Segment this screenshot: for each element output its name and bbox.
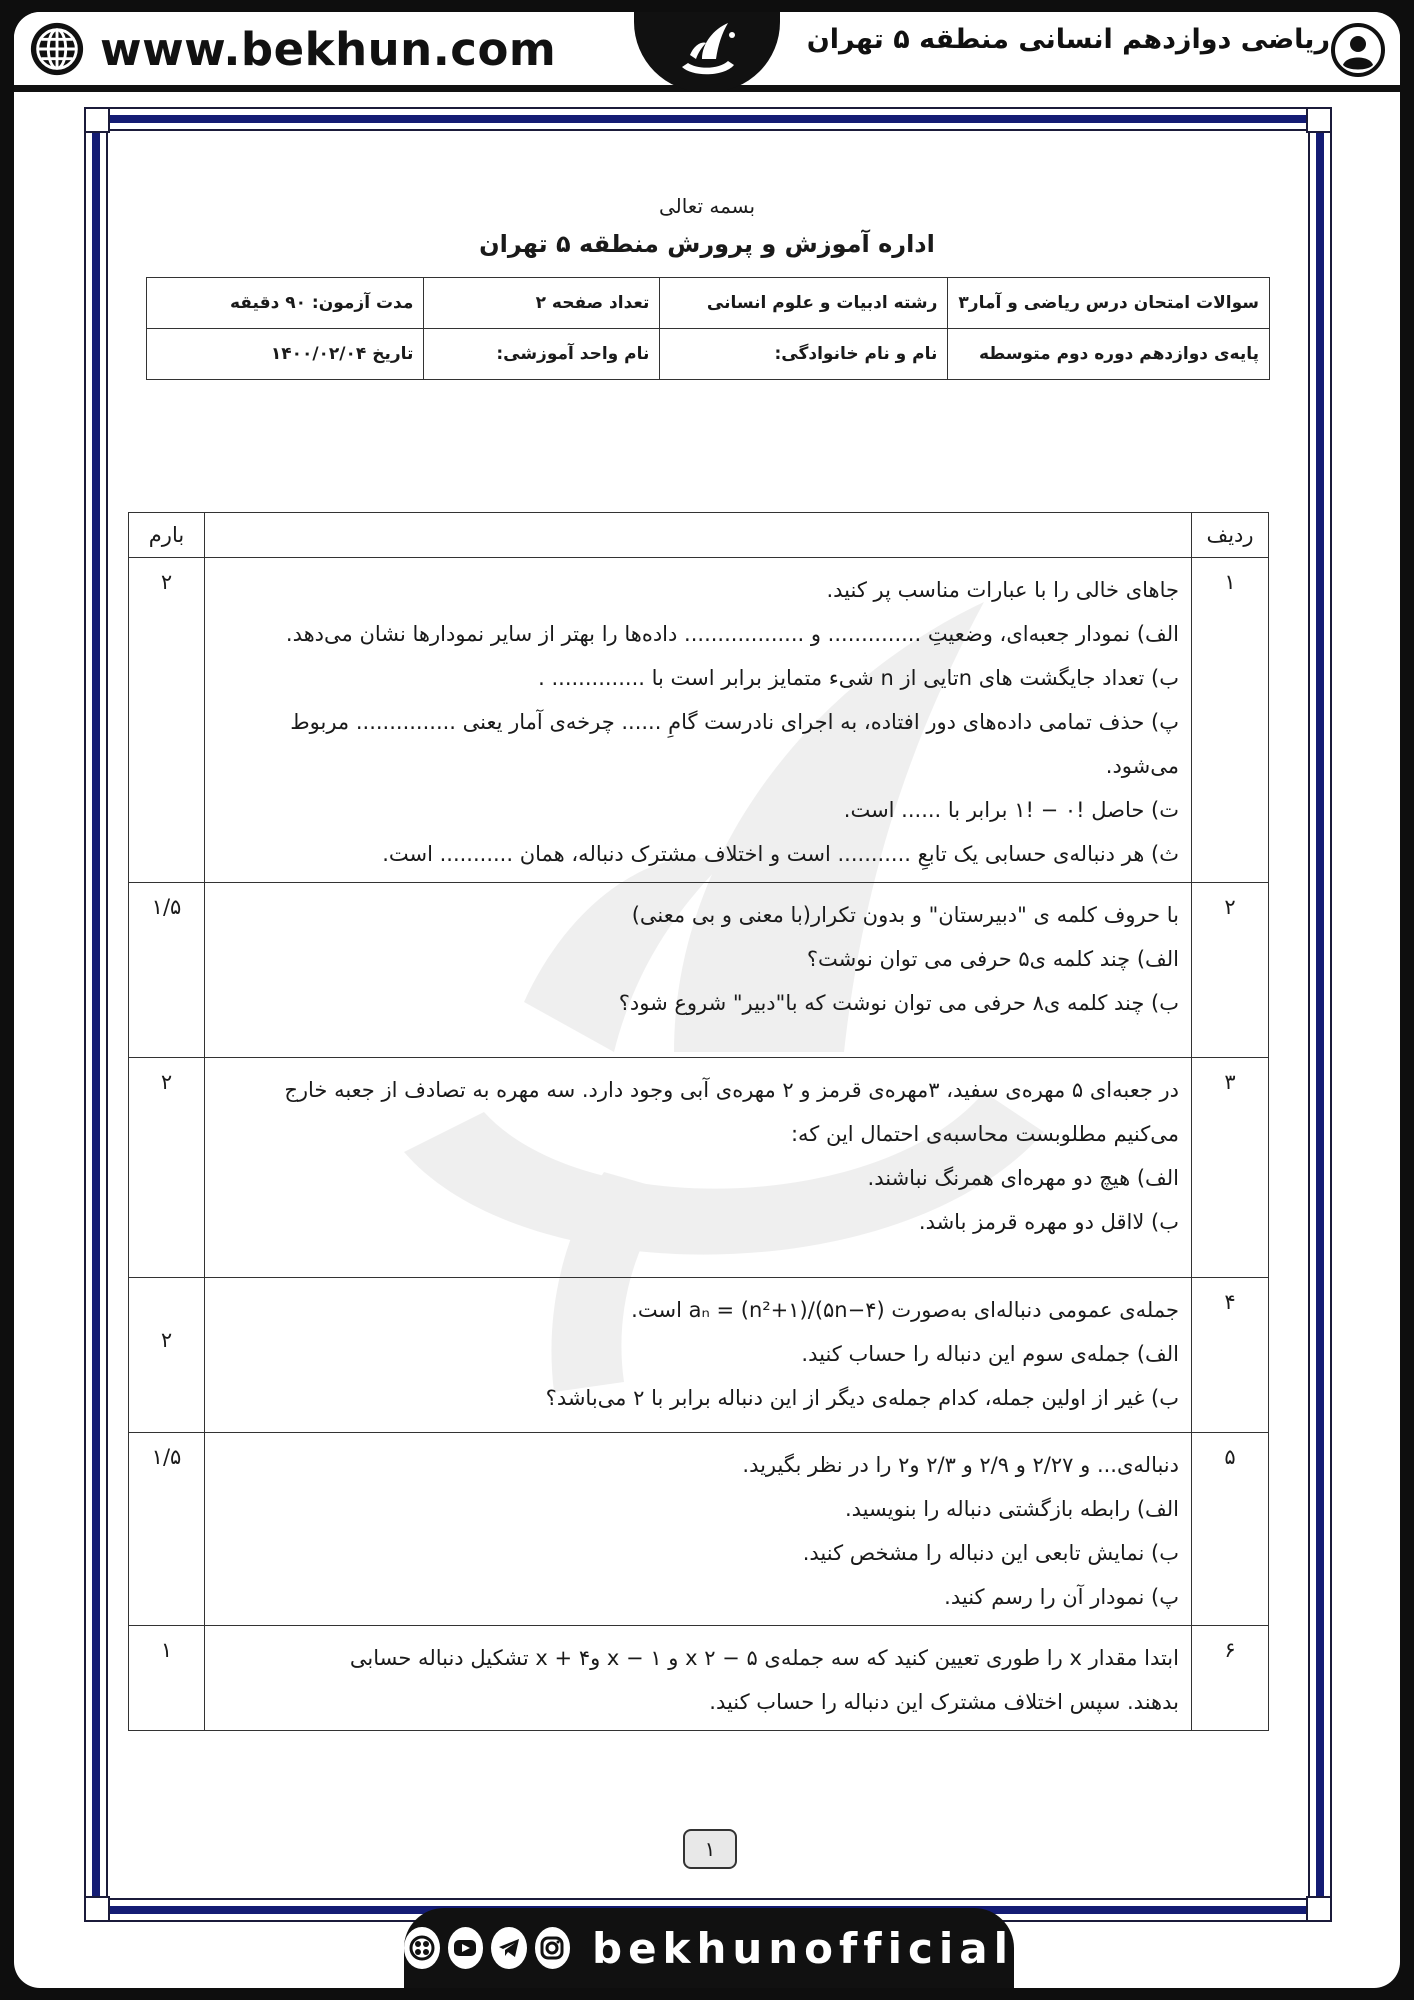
question-line: جاهای خالی را با عبارات مناسب پر کنید. [826,578,1179,602]
frame-corner [1306,1896,1332,1922]
question-number: ۴ [1192,1278,1269,1433]
question-row [129,883,1269,1058]
question-line: در جعبه‌ای ۵ مهره‌ی سفید، ۳مهره‌ی قرمز و ۲ مهره‌ی آبی وجود دارد. سه مهره به تصادف از جعبه خارج [284,1078,1179,1102]
question-score: ۲ [129,558,205,883]
question-row [129,1626,1269,1731]
question-score: ۱/۵ [129,1433,205,1626]
questions-table [128,512,1269,1731]
question-line: الف) نمودار جعبه‌ای، وضعیتِ .............. و .................. داده‌ها را بهتر از سایر نمودارها نشان می‌دهد. [285,622,1179,646]
exam-pages: تعداد صفحه ۲ [424,278,660,329]
question-row [129,1278,1269,1433]
exam-title: سوالات امتحان درس ریاضی و آمار۳ [948,278,1270,329]
question-number: ۲ [1192,883,1269,1058]
question-line: ب) نمایش تابعی این دنباله را مشخص کنید. [802,1541,1179,1565]
aparat-icon [408,1934,436,1962]
header-question [205,513,1192,558]
social-bar [404,1908,1014,1988]
question-score: ۱/۵ [129,883,205,1058]
school-field: نام واحد آموزشی: [424,329,660,380]
question-line: الف) رابطه بازگشتی دنباله را بنویسید. [844,1497,1179,1521]
exam-grade: پایه‌ی دوازدهم دوره دوم متوسطه [948,329,1270,380]
question-body [205,1433,1192,1626]
page-number: ۱ [683,1829,737,1869]
exam-date: تاریخ ۱۴۰۰/۰۲/۰۴ [147,329,424,380]
question-score: ۲ [129,1058,205,1278]
site-url: www.bekhun.com [100,22,557,76]
question-line: ب) تعداد جایگشت های nتایی از n شیء متمایز برابر است با .............. . [538,666,1179,690]
frame-corner [84,107,110,133]
question-line: با حروف کلمه ی "دبیرستان" و بدون تکرار(با معنی و بی معنی) [631,903,1179,927]
globe-icon [28,20,86,78]
exam-duration: مدت آزمون: ۹۰ دقیقه [147,278,424,329]
question-line: ث) هر دنباله‌ی حسابی یک تابعِ ........... است و اختلاف مشترک دنباله، همان ........... است. [382,842,1179,866]
exam-major: رشته ادبیات و علوم انسانی [660,278,948,329]
question-line: پ) حذف تمامی داده‌های دور افتاده، به اجرای نادرست گامِ ...... چرخه‌ی آمار یعنی ............... مربوط [290,710,1179,734]
telegram-icon [495,1934,523,1962]
aparat-link[interactable] [404,1927,440,1969]
question-score: ۱ [129,1626,205,1731]
question-line: ابتدا مقدار x را طوری تعیین کنید که سه جمله‌ی ۵ − x ۲ و ۱ − x و۴ + x تشکیل دنباله حسابی [349,1646,1179,1670]
header-row-number: ردیف [1192,513,1269,558]
header-title: ریاضی دوازدهم انسانی منطقه ۵ تهران [806,24,1330,55]
question-body [205,883,1192,1058]
youtube-link[interactable] [448,1927,484,1969]
question-row [129,558,1269,883]
question-line: دنباله‌ی... و ۲/۲۷ و ۲/۹ و ۲/۳ و۲ را در نظر بگیرید. [742,1453,1179,1477]
social-handle[interactable]: bekhunofficial [592,1923,1015,1973]
logo-icon [662,15,752,89]
page [14,12,1400,1988]
telegram-link[interactable] [491,1927,527,1969]
question-line: می‌کنیم مطلوبست محاسبه‌ی احتمال این که: [790,1122,1179,1146]
question-number: ۱ [1192,558,1269,883]
site-link[interactable] [28,20,556,78]
question-number: ۶ [1192,1626,1269,1731]
question-body [205,1278,1192,1433]
user-icon[interactable] [1330,22,1386,78]
question-number: ۳ [1192,1058,1269,1278]
question-line: ب) لااقل دو مهره قرمز باشد. [918,1210,1179,1234]
instagram-icon [538,1934,566,1962]
question-score: ۲ [129,1278,205,1433]
question-row [129,1433,1269,1626]
question-line: پ) نمودار آن را رسم کنید. [944,1585,1179,1609]
header-score: بارم [129,513,205,558]
question-line: الف) هیچ دو مهره‌ای همرنگ نباشند. [867,1166,1179,1190]
question-line: الف) چند کلمه ی۵ حرفی می توان نوشت؟ [806,947,1179,971]
instagram-link[interactable] [535,1927,571,1969]
bekhun-logo [634,12,780,92]
frame-corner [84,1896,110,1922]
question-body [205,1058,1192,1278]
question-line: الف) جمله‌ی سوم این دنباله را حساب کنید. [801,1342,1179,1366]
question-line: ب) چند کلمه ی۸ حرفی می توان نوشت که با"دبیر" شروع شود؟ [618,991,1179,1015]
question-body [205,1626,1192,1731]
question-line: جمله‌ی عمومی دنباله‌ای به‌صورت aₙ = (n²+۱)/(۵n−۴) است. [631,1298,1179,1322]
question-line: بدهند. سپس اختلاف مشترک این دنباله را حساب کنید. [709,1690,1179,1714]
exam-info-table [146,277,1270,380]
question-line: می‌شود. [1105,754,1179,778]
question-line: ت) حاصل !۰ − !۱ برابر با ...... است. [843,798,1179,822]
question-line: ب) غیر از اولین جمله، کدام جمله‌ی دیگر از این دنباله برابر با ۲ می‌باشد؟ [545,1386,1179,1410]
youtube-icon [451,1934,479,1962]
frame-corner [1306,107,1332,133]
student-name-field: نام و نام خانوادگی: [660,329,948,380]
office-title: اداره آموزش و پرورش منطقه ۵ تهران [479,230,935,258]
question-number: ۵ [1192,1433,1269,1626]
question-body [205,558,1192,883]
bismillah: بسمه تعالی [658,194,756,218]
top-bar [14,12,1400,92]
question-row [129,1058,1269,1278]
